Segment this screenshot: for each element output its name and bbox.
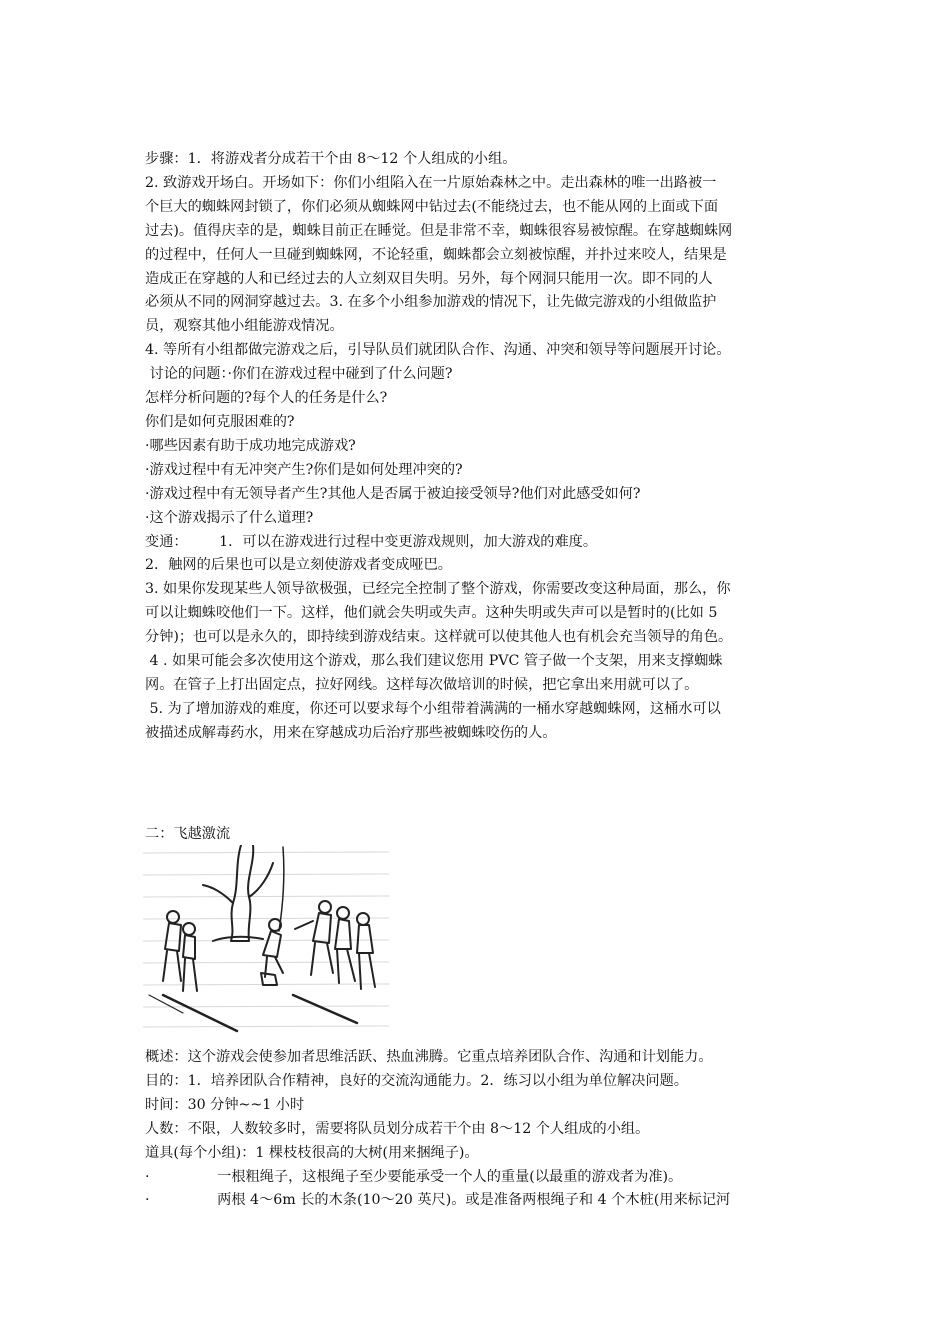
paragraph-line: 道具(每个小组)：1 棵枝枝很高的大树(用来捆绳子)。: [145, 1144, 479, 1161]
paragraph-line: 时间：30 分钟~~1 小时: [145, 1096, 305, 1113]
section-fly-over-rapids-text: [145, 1046, 825, 1213]
paragraph-line: 概述：这个游戏会使参加者思维活跃、热血沸腾。它重点培养团队合作、沟通和计划能力。: [145, 1049, 713, 1065]
paragraph-line: 可以让蜘蛛咬他们一下。这样，他们就会失明或失声。这种失明或失声可以是暂时的(比如 5: [145, 605, 718, 622]
paragraph-line: ·这个游戏揭示了什么道理?: [145, 509, 314, 526]
paragraph-line: 3. 如果你发现某些人领导欲极强，已经完全控制了整个游戏，你需要改变这种局面，那么，你: [145, 581, 731, 598]
paragraph-line: 怎样分析问题的?每个人的任务是什么?: [145, 390, 388, 407]
paragraph-line: 2. 致游戏开场白。开场如下：你们小组陷入在一片原始森林之中。走出森林的唯一出路被一: [145, 174, 717, 191]
paragraph-line: 你们是如何克服困难的?: [145, 413, 295, 430]
paragraph-line: 讨论的问题：·你们在游戏过程中碰到了什么问题?: [145, 366, 453, 383]
paragraph-line: 被描述成解毒药水，用来在穿越成功后治疗那些被蜘蛛咬伤的人。: [145, 724, 557, 741]
paragraph-line: 的过程中，任何人一旦碰到蜘蛛网，不论轻重，蜘蛛都会立刻被惊醒，并扑过来咬人，结果是: [145, 246, 727, 263]
paragraph-line: 人数：不限，人数较多时，需要将队员划分成若干个由 8～12 个人组成的小组。: [145, 1120, 650, 1137]
paragraph-line: ·游戏过程中有无领导者产生?其他人是否属于被迫接受领导?他们对此感受如何?: [145, 485, 641, 502]
paragraph-line: 造成正在穿越的人和已经过去的人立刻双目失明。另外，每个网洞只能用一次。即不同的人: [145, 270, 713, 287]
paragraph-line: ·游戏过程中有无冲突产生?你们是如何处理冲突的?: [145, 461, 463, 478]
section-heading: 二：飞越激流: [145, 826, 231, 842]
paragraph-line: 分钟)；也可以是永久的，即持续到游戏结束。这样就可以使其他人也有机会充当领导的角色。: [145, 629, 733, 646]
paragraph-line: 网。在管子上打出固定点，拉好网线。这样每次做培训的时候，把它拿出来用就可以了。: [145, 676, 699, 693]
rope-swing-drawing: [143, 845, 389, 1033]
illustration-rope-swing: [143, 845, 389, 1033]
section-heading-block: [145, 823, 825, 847]
paragraph-line: 目的：1．培养团队合作精神，良好的交流沟通能力。2．练习以小组为单位解决问题。: [145, 1072, 688, 1089]
paragraph-line: · 一根粗绳子，这根绳子至少要能承受一个人的重量(以最重的游戏者为准)。: [145, 1168, 683, 1185]
paragraph-line: 5. 为了增加游戏的难度，你还可以要求每个小组带着满满的一桶水穿越蜘蛛网，这桶水可以: [145, 700, 721, 717]
paragraph-line: ·哪些因素有助于成功地完成游戏?: [145, 437, 356, 454]
section-spider-web-text: [145, 148, 825, 746]
paragraph-line: 2．触网的后果也可以是立刻使游戏者变成哑巴。: [145, 557, 452, 574]
paragraph-line: 4. 等所有小组都做完游戏之后，引导队员们就团队合作、沟通、冲突和领导等问题展开讨论。: [145, 342, 731, 359]
paragraph-line: 4 . 如果可能会多次使用这个游戏，那么我们建议您用 PVC 管子做一个支架，用来支撑蜘蛛: [145, 653, 723, 670]
paragraph-line: 员，观察其他小组能游戏情况。: [145, 318, 344, 335]
paragraph-line: 个巨大的蜘蛛网封锁了，你们必须从蜘蛛网中钻过去(不能绕过去，也不能从网的上面或下面: [145, 198, 719, 215]
paragraph-line: 过去)。值得庆幸的是，蜘蛛目前正在睡觉。但是非常不幸，蜘蛛很容易被惊醒。在穿越蜘蛛网: [145, 222, 733, 239]
paragraph-line: · 两根 4～6m 长的木条(10～20 英尺)。或是准备两根绳子和 4 个木桩(用来标记河: [145, 1192, 731, 1209]
paragraph-line: 变通： 1．可以在游戏进行过程中变更游戏规则，加大游戏的难度。: [145, 533, 598, 550]
paragraph-line: 步骤：1．将游戏者分成若干个由 8～12 个人组成的小组。: [145, 151, 517, 167]
paragraph-line: 必须从不同的网洞穿越过去。3. 在多个小组参加游戏的情况下，让先做完游戏的小组做监护: [145, 294, 717, 311]
